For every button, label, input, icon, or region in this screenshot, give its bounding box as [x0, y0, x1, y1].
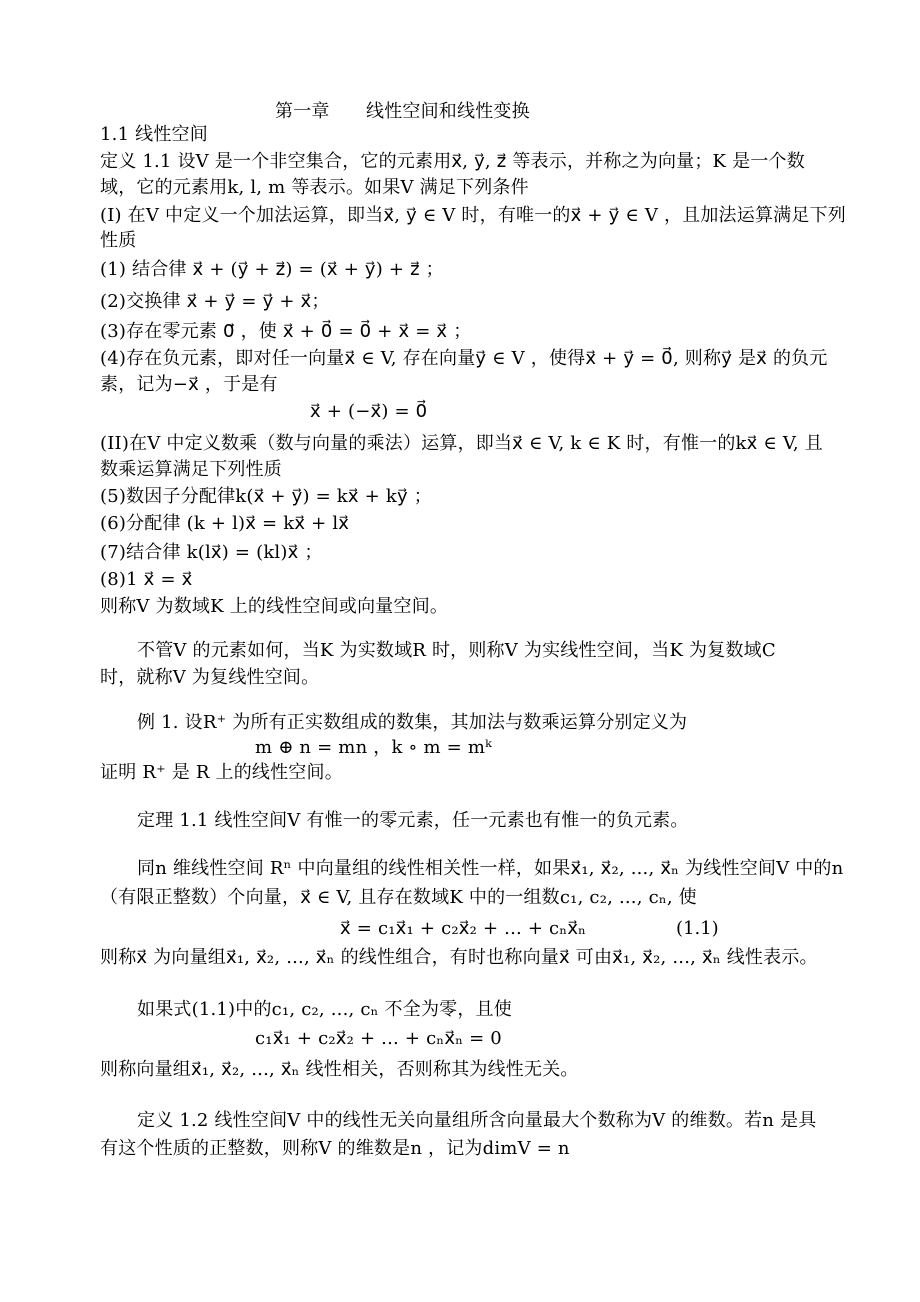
chapter-title: 第一章 线性空间和线性变换 — [275, 101, 530, 122]
text-line: 素，记为−x⃗ ，于是有 — [100, 374, 278, 395]
text-line: (4)存在负元素，即对任一向量x⃗ ∈ V, 存在向量y⃗ ∈ V ，使得x⃗ + y⃗ = 0⃗, 则称y⃗ 是x⃗ 的负元 — [100, 348, 828, 369]
text-line: 域，它的元素用k, l, m 等表示。如果V 满足下列条件 — [100, 177, 529, 198]
text-line: (5)数因子分配律k(x⃗ + y⃗) = kx⃗ + ky⃗ ； — [100, 486, 432, 507]
text-line: 证明 R⁺ 是 R 上的线性空间。 — [100, 762, 343, 783]
text-line: (2)交换律 x⃗ + y⃗ = y⃗ + x⃗； — [100, 291, 330, 312]
equation: m ⊕ n = mn ，k ∘ m = mᵏ — [255, 737, 492, 758]
text-line: 时，就称V 为复线性空间。 — [100, 667, 320, 688]
text-line: 则称向量组x⃗₁, x⃗₂, ..., x⃗ₙ 线性相关，否则称其为线性无关。 — [100, 1059, 579, 1080]
section-heading: 1.1 线性空间 — [100, 124, 208, 145]
text-line: 同n 维线性空间 Rⁿ 中向量组的线性相关性一样，如果x⃗₁, x⃗₂, ..., x⃗ₙ 为线性空间V 中的n — [137, 858, 844, 879]
text-line: 则称V 为数域K 上的线性空间或向量空间。 — [100, 596, 449, 617]
equation-number: (1.1) — [676, 918, 719, 939]
text-line: (1) 结合律 x⃗ + (y⃗ + z⃗) = (x⃗ + y⃗) + z⃗ ； — [100, 259, 444, 280]
text-line: 如果式(1.1)中的c₁, c₂, ..., cₙ 不全为零，且使 — [137, 999, 512, 1020]
equation: x⃗ + (−x⃗) = 0⃗ — [310, 401, 428, 422]
text-line: 定义 1.1 设V 是一个非空集合，它的元素用x⃗, y⃗, z⃗ 等表示，并称之为向量；K 是一个数 — [100, 151, 805, 172]
text-line: 性质 — [100, 230, 137, 251]
theorem-line: 定理 1.1 线性空间V 有惟一的零元素，任一元素也有惟一的负元素。 — [137, 810, 689, 831]
text-line: (7)结合律 k(lx⃗) = (kl)x⃗ ； — [100, 542, 323, 563]
text-line: (3)存在零元素 0⃗ ，使 x⃗ + 0⃗ = 0⃗ + x⃗ = x⃗ ； — [100, 321, 472, 342]
text-line: 有这个性质的正整数，则称V 的维数是n ，记为dimV = n — [100, 1138, 570, 1159]
example-line: 例 1. 设R⁺ 为所有正实数组成的数集，其加法与数乘运算分别定义为 — [137, 712, 688, 733]
text-line: (6)分配律 (k + l)x⃗ = kx⃗ + lx⃗ — [100, 513, 350, 534]
equation: c₁x⃗₁ + c₂x⃗₂ + ... + cₙx⃗ₙ = 0 — [255, 1028, 502, 1049]
text-line: (I) 在V 中定义一个加法运算，即当x⃗, y⃗ ∈ V 时，有唯一的x⃗ + y⃗ ∈ V ，且加法运算满足下列 — [100, 205, 846, 226]
equation: x⃗ = c₁x⃗₁ + c₂x⃗₂ + ... + cₙx⃗ₙ — [340, 918, 587, 939]
text-line: 则称x⃗ 为向量组x⃗₁, x⃗₂, ..., x⃗ₙ 的线性组合，有时也称向量x⃗ 可由x⃗₁, x⃗₂, ..., x⃗ₙ 线性表示。 — [100, 947, 818, 968]
text-line: 数乘运算满足下列性质 — [100, 459, 282, 480]
text-line: (II)在V 中定义数乘（数与向量的乘法）运算，即当x⃗ ∈ V, k ∈ K 时，有惟一的kx⃗ ∈ V, 且 — [100, 433, 823, 454]
definition-line: 定义 1.2 线性空间V 中的线性无关向量组所含向量最大个数称为V 的维数。若n 是具 — [137, 1110, 817, 1131]
text-line: (8)1 x⃗ = x⃗ — [100, 569, 193, 590]
text-line: （有限正整数）个向量，x⃗ ∈ V, 且存在数域K 中的一组数c₁, c₂, ..., cₙ, 使 — [100, 887, 697, 908]
text-line: 不管V 的元素如何，当K 为实数域R 时，则称V 为实线性空间，当K 为复数域C — [137, 640, 776, 661]
